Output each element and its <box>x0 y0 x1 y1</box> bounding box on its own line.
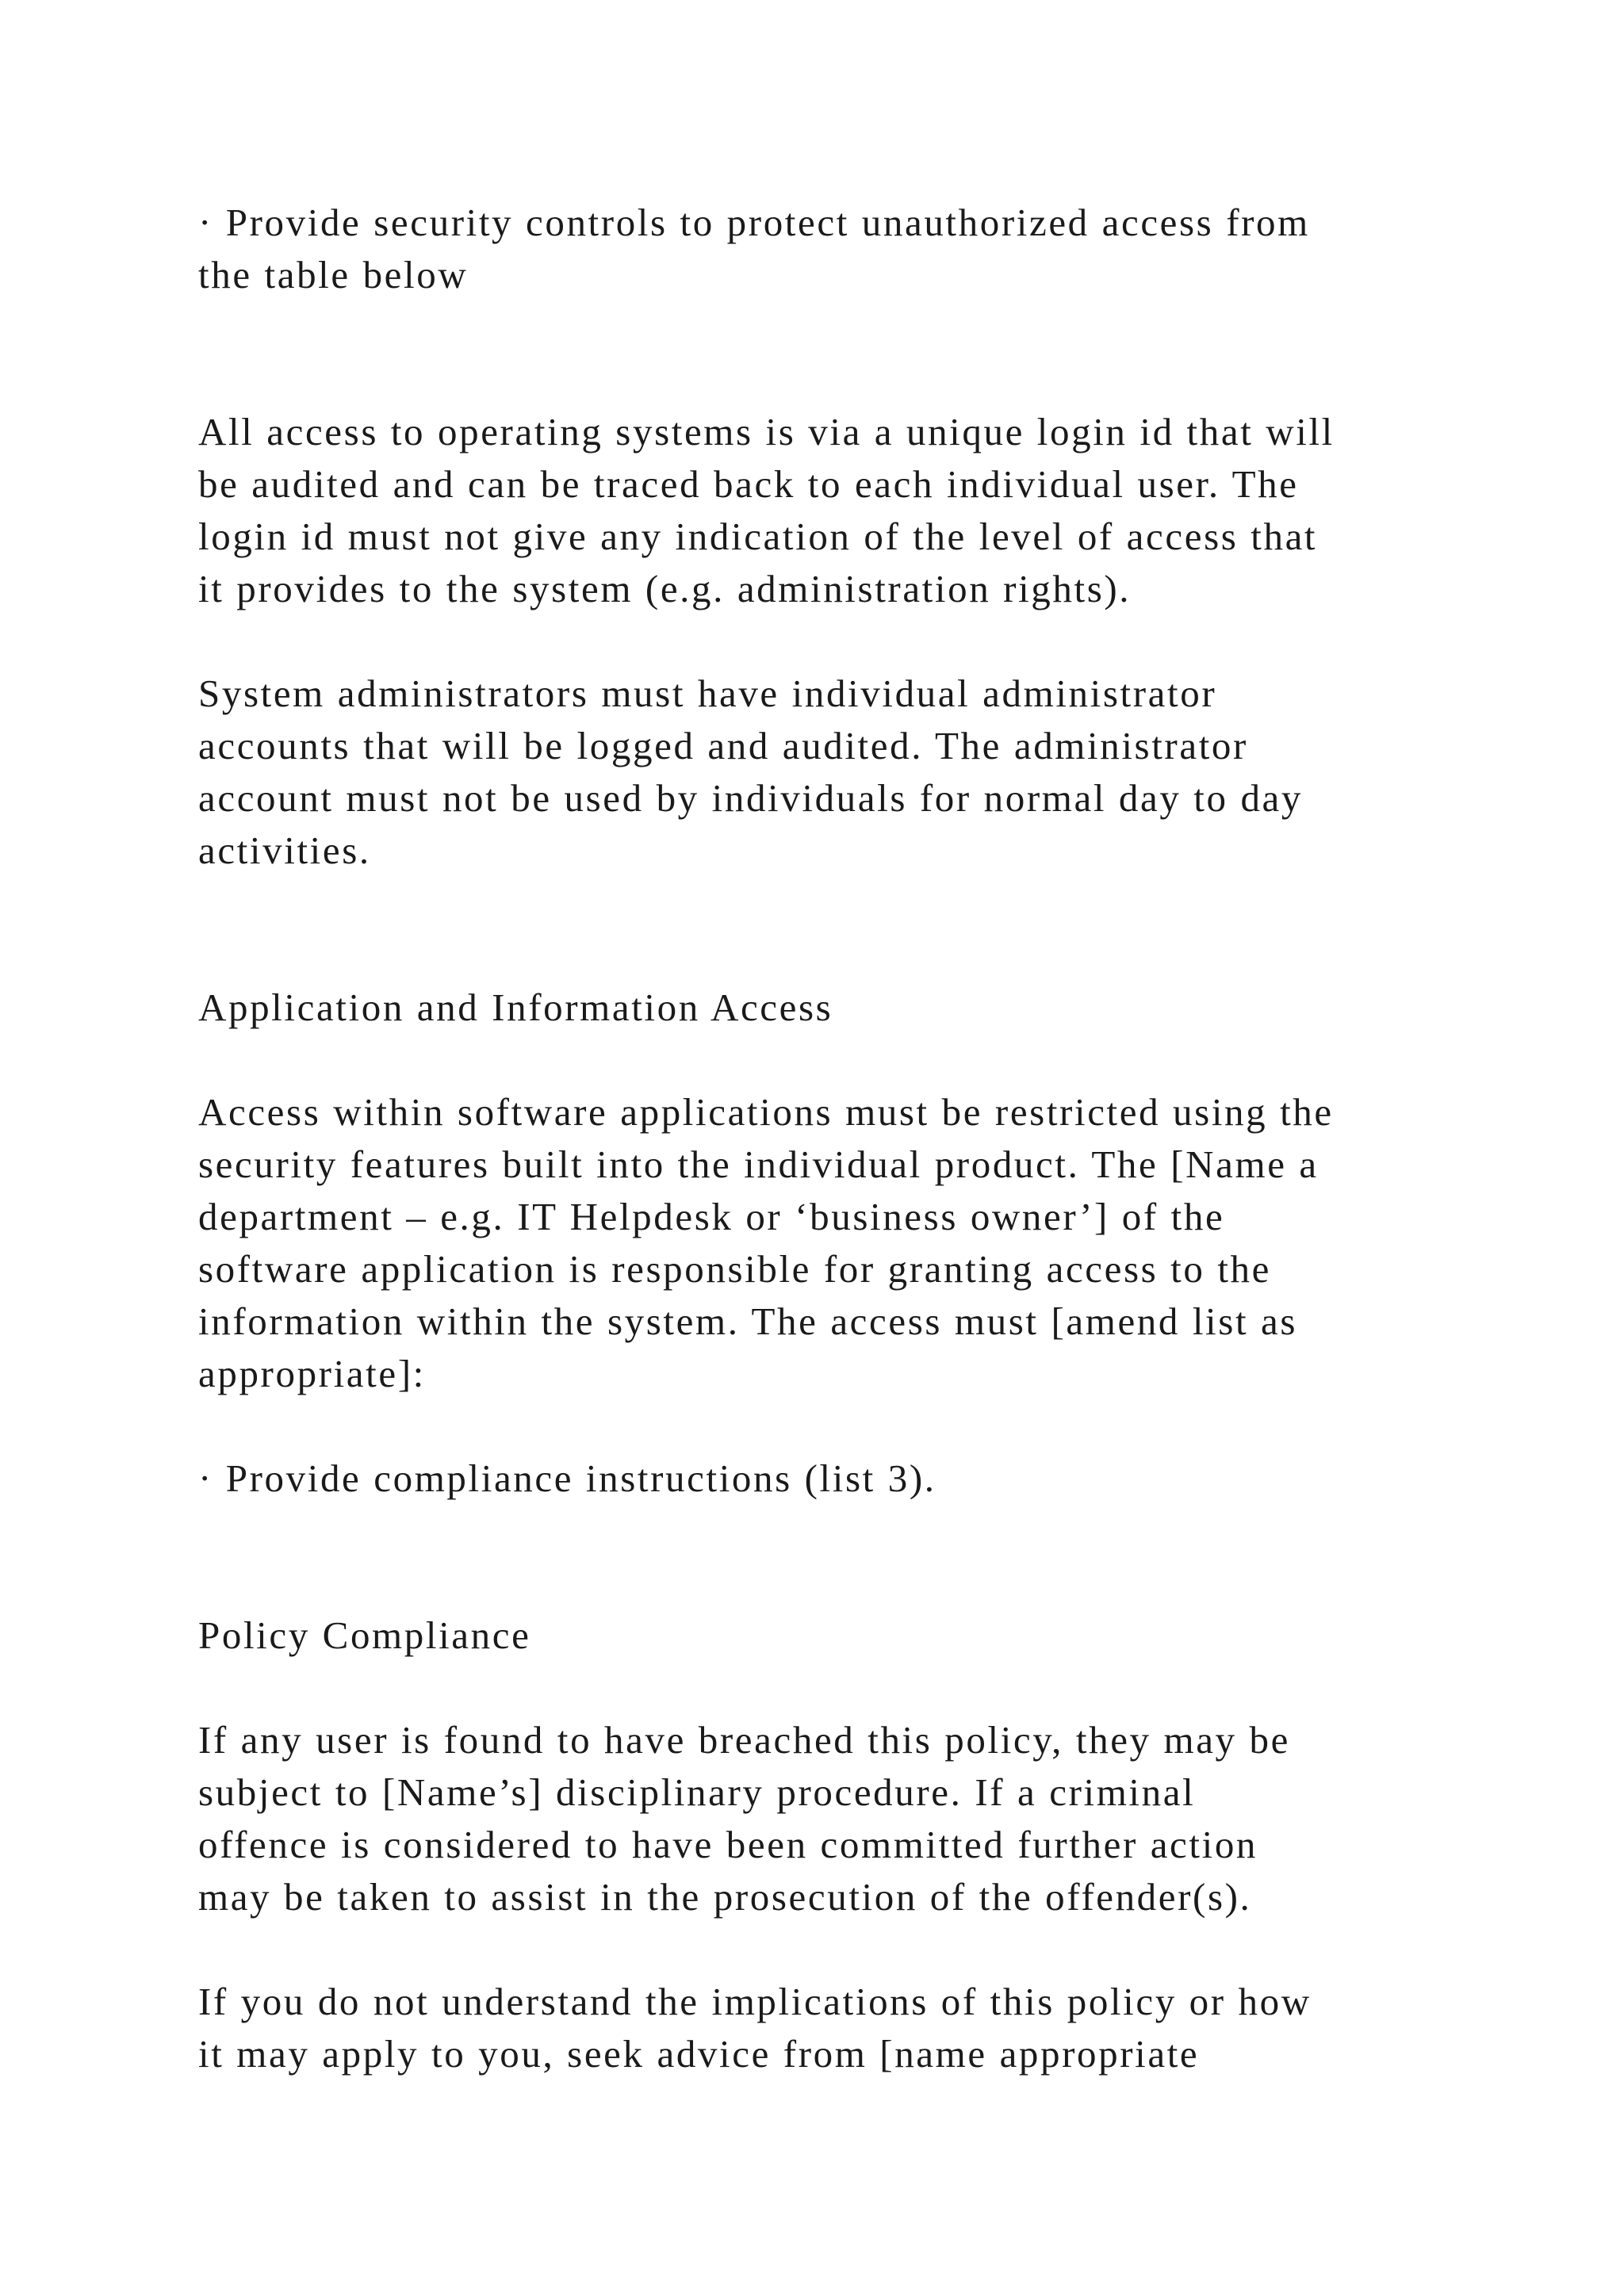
paragraph-seek-advice: If you do not understand the implications of this policy or how it may apply to you, seek advice from [name appropriate <box>198 1980 1312 2076</box>
paragraph-system-administrators: System administrators must have individual administrator accounts that will be logged and audited. The administrator account must not be used by individuals for normal day to day activities. <box>198 672 1303 872</box>
spacer <box>198 1662 1499 1714</box>
document-page <box>198 197 1499 2080</box>
bullet-security-controls: · Provide security controls to protect unauthorized access from the table below <box>198 201 1310 297</box>
paragraph-os-access: All access to operating systems is via a unique login id that will be audited and can be traced back to each individual user. The login id must not give any indication of the level of access that it provides to the system (e.g. administration rights). <box>198 410 1335 610</box>
spacer <box>198 301 1499 406</box>
paragraph-policy-breach: If any user is found to have breached this policy, they may be subject to [Name’s] disciplinary procedure. If a criminal offence is considered to have been committed further action may be taken to assist in the prosecution of the offender(s). <box>198 1718 1290 1919</box>
heading-policy-compliance: Policy Compliance <box>198 1613 531 1657</box>
spacer <box>198 1034 1499 1086</box>
spacer <box>198 1400 1499 1452</box>
heading-application-access: Application and Information Access <box>198 985 833 1029</box>
spacer <box>198 877 1499 982</box>
spacer <box>198 1923 1499 1976</box>
spacer <box>198 615 1499 668</box>
bullet-compliance-instructions: · Provide compliance instructions (list 3). <box>198 1456 936 1500</box>
spacer <box>198 1505 1499 1609</box>
paragraph-application-access: Access within software applications must be restricted using the security features built into the individual product. The [Name a department – e.g. IT Helpdesk or ‘business owner’] of the software application is responsible for granting access to the information within the system. The access must [amend list as appropriate]: <box>198 1090 1334 1395</box>
